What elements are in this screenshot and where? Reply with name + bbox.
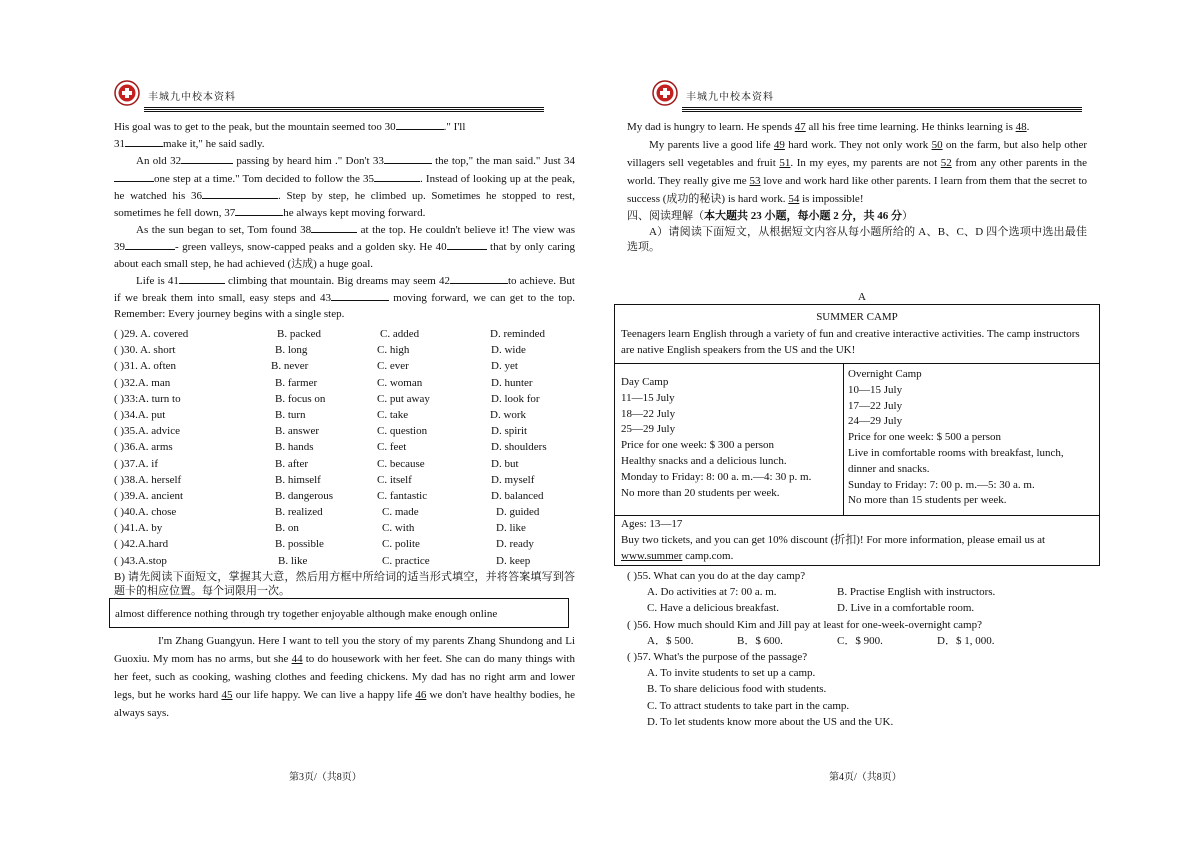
section-a-instruction: A）请阅读下面短文，从根据短文内容从每小题所给的 A、B、C、D 四个选项中选出最佳选项。 [627,226,1087,253]
overnight-camp-info: Overnight Camp 10—15 July 17—22 July 24—29 July Price for one week: $ 500 a person Live in comfortable rooms with breakfast, lunch, dinner and snacks. Sunday to Friday: 7: 00 p. m.—5: 30 a. m. No more than 15 students per week. [848,368,1064,507]
school-name: 丰城九中校本资料 [686,92,774,103]
story-passage: I'm Zhang Guangyun. Here I want to tell you the story of my parents Zhang Shundong and Li Guoxiu. My mom has no arms, but she 44 to do housework with her feet. She can do many things with her feet, such as cooking, washing clothes and feeding chickens. My dad has no right arm and lower legs, but he works hard 45 our life happy. We can live a happy life 46 we don't have healthy bodies, he always says. [114,635,576,719]
option-row: ( )40.A. chose B. realized C. made D. guided [114,506,540,519]
q57-option-d: D. To let students know more about the US and the UK. [647,715,894,728]
option-row: ( )30. A. short B. long C. high D. wide [114,344,526,357]
option-row: ( )38.A. herself B. himself C. itself D. myself [114,473,535,486]
q57-option-a: A. To invite students to set up a camp. [647,667,816,680]
options-list [114,326,575,598]
page-header [652,80,1082,110]
section-b-instruction: B) 请先阅读下面短文，掌握其大意，然后用方框中所给词的适当形式填空，并将答案填写到答题卡的相应位置。每个词限用一次。 [114,570,575,597]
questions [627,568,1087,730]
school-logo-icon [652,80,678,106]
summer-camp-ad [614,304,1100,566]
q55-options: A. Do activities at 7: 00 a. m. B. Practise English with instructors. [647,586,996,599]
option-row: ( )34.A. put B. turn C. take D. work [114,408,527,421]
passage-label: A [858,291,866,303]
school-logo-icon [114,80,140,106]
option-row: ( )33:A. turn to B. focus on C. put away D. look for [114,392,540,405]
question-57: ( )57. What's the purpose of the passage? [627,650,808,663]
story-passage-cont: My dad is hungry to learn. He spends 47 all his free time learning. He thinks learning is 48. My parents live a good life 49 hard work. They not only work 50 on the farm, but also help other villagers sell vegetables and fruit 51. In my eyes, my parents are not 52 from any other parents in the world. They really give me 53 love and work hard like other parents. I learn from them that the secret to success (成功的秘诀) is hard work. 54 is impossible! 四、阅读理解（本大题共 23 小题，每小题 2 分，共 46 分） A）请阅读下面短文，从根据短文内容从每小题所给的 A、B、C、D 四个选项中选出最佳选项。 [627,121,1088,253]
camp-footer-info: Ages: 13—17 Buy two tickets, and you can get 10% discount (折扣)! For more information, please email us at www.summer camp.com. [621,518,1046,562]
option-row: ( )31. A. often B. never C. ever D. yet [114,360,518,373]
q55-options: C. Have a delicious breakfast. D. Live in a comfortable room. [647,602,975,615]
page-header [114,80,544,110]
day-camp-info: Day Camp 11—15 July 18—22 July 25—29 July Price for one week: $ 300 a person Healthy snacks and a delicious lunch. Monday to Friday: 8: 00 a. m.—4: 30 p. m. No more than 20 students per week. [621,376,812,499]
cloze-passage: His goal was to get to the peak, but the mountain seemed too 30 ." I'll 31 make it," he said sadly. An old 32 passing by heard him ." Don't 33 the top," the man said." Just 34one step at a time." Tom decided to follow the 35 . Instead of looking up at the peak, he watched his 36 . Step by step, he climbed up. Sometimes he stopped to rest, sometimes he fell down, 37 he always kept moving forward. As the sun began to set, Tom found 38 at the top. He couldn't believe it! The view was 39 - green valleys, snow-capped peaks and a golden sky. He 40 that by only caring about each small step, he had achieved (达成) a huge goal. Life is 41 climbing that mountain. Big dreams may seem 42 to achieve. But if we break them into small, easy steps and 43 moving forward, we can get to the top. Remember: Every journey begins with a single step. [114,118,575,322]
option-row: ( )32.A. man B. farmer C. woman D. hunter [114,376,533,389]
camp-link[interactable]: www.summer [621,549,683,562]
option-row: ( )35.A. advice B. answer C. question D. spirit [114,425,528,438]
option-row: ( )36.A. arms B. hands C. feet D. shoulders [114,441,547,454]
page-number: 第3页/（共8页） [289,772,362,783]
q56-options: A．$ 500. B．$ 600. C．$ 900. D．$ 1, 000. [647,634,995,647]
page-number: 第4页/（共8页） [829,772,902,783]
section-4-heading: 四、阅读理解（本大题共 23 小题，每小题 2 分，共 46 分） [627,210,913,222]
question-55: ( )55. What can you do at the day camp? [627,570,806,582]
option-row: ( )41.A. by B. on C. with D. like [114,522,526,535]
camp-intro: Teenagers learn English through a variety of fun and creative interactive activities. The camp instructors are native English speakers from the US and the UK! [621,328,1080,356]
option-row: ( )39.A. ancient B. dangerous C. fantastic D. balanced [114,489,544,502]
option-row: ( )29. A. covered B. packed C. added D. reminded [114,328,545,340]
option-row: ( )37.A. if B. after C. because D. but [114,457,519,470]
word-box: almost difference nothing through try together enjoyable although make enough online [109,598,569,628]
q57-option-c: C. To attract students to take part in the camp. [647,699,850,712]
question-56: ( )56. How much should Kim and Jill pay at least for one-week-overnight camp? [627,618,982,631]
option-row: ( )43.A.stop B. like C. practice D. keep [114,554,531,567]
camp-title: SUMMER CAMP [816,311,898,323]
option-row: ( )42.A.hard B. possible C. polite D. ready [114,538,534,551]
q57-option-b: B. To share delicious food with students. [647,683,827,696]
school-name: 丰城九中校本资料 [148,92,236,103]
